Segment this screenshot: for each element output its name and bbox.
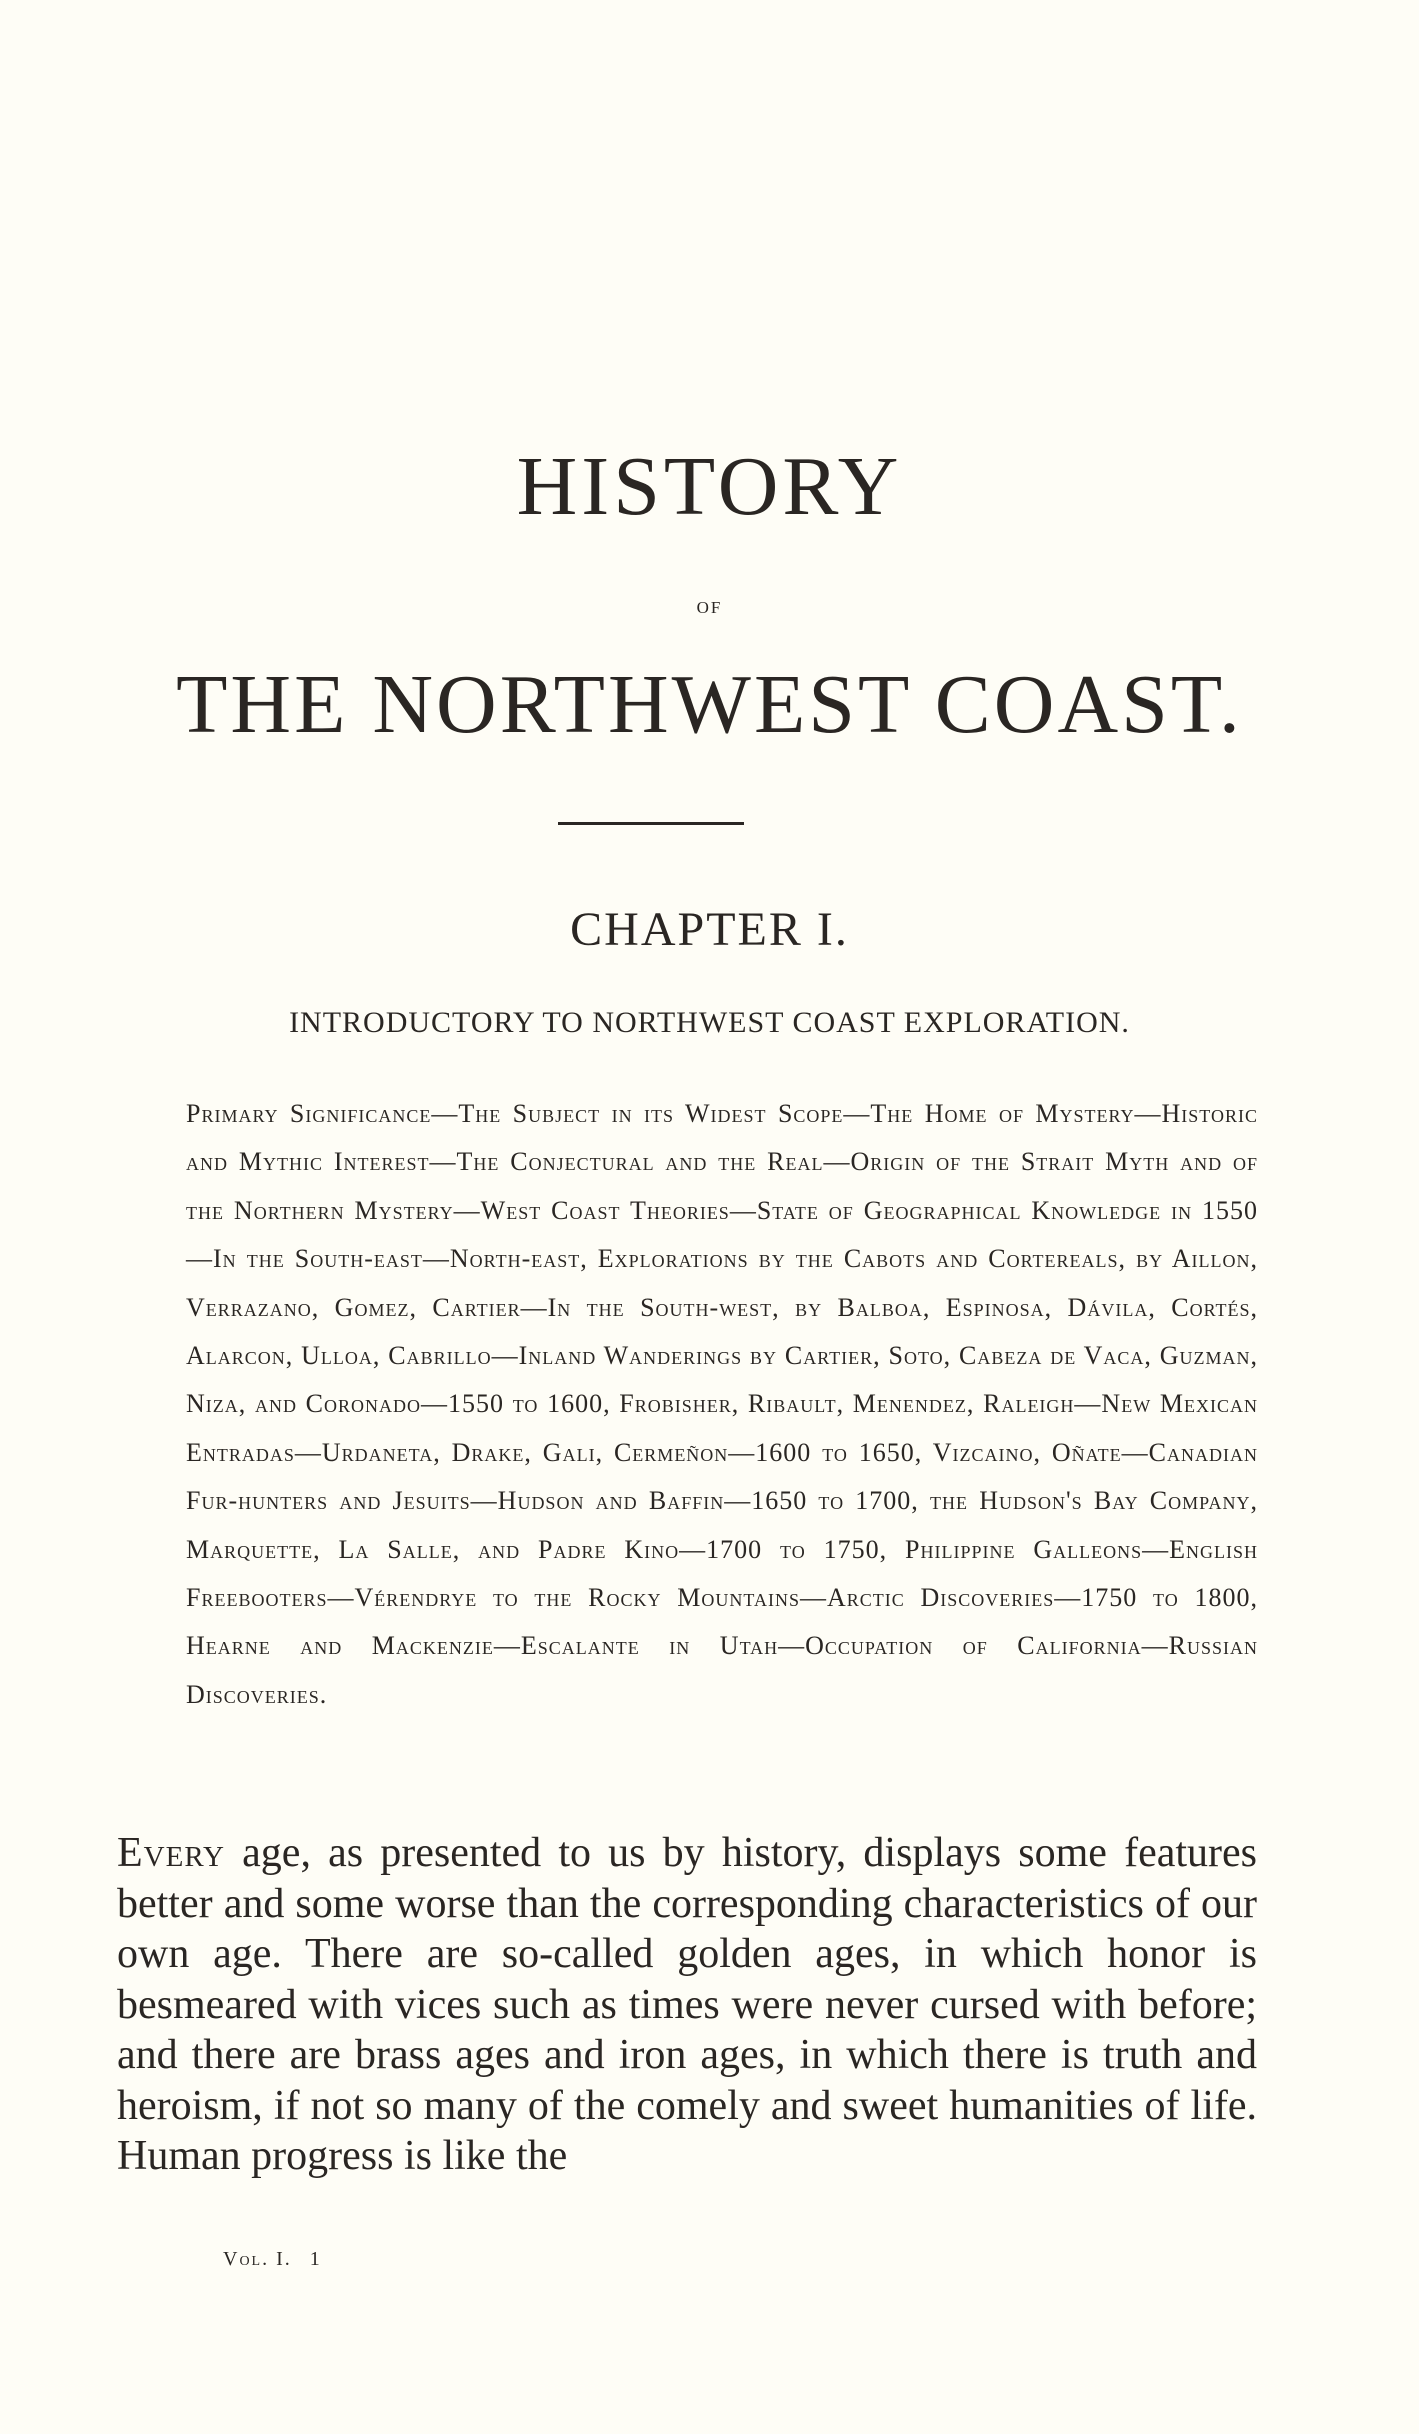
volume-label: Vol. I. bbox=[223, 2248, 292, 2270]
signature-mark: 1 bbox=[309, 2248, 322, 2270]
chapter-title: INTRODUCTORY TO NORTHWEST COAST EXPLORATION. bbox=[289, 1006, 1130, 1039]
chapter-heading: CHAPTER I. bbox=[570, 903, 849, 956]
body-paragraph bbox=[117, 1828, 1257, 2182]
book-title-connector: OF bbox=[696, 598, 723, 617]
chapter-summary: Primary Significance—The Subject in its Widest Scope—The Home of Mystery—Historic and Mythic Interest—The Conjectural and the Real—Origin of the Strait Myth and of the Northern Mystery—West Coast Theories—State of Geographical Knowledge in 1550—In the South-east—North-east, Explorations by the Cabots and Cortereals, by Aillon, Verrazano, Gomez, Cartier—In the South-west, by Balboa, Espinosa, Dávila, Cortés, Alarcon, Ulloa, Cabrillo—Inland Wanderings by Cartier, Soto, Cabeza de Vaca, Guzman, Niza, and Coronado—1550 to 1600, Frobisher, Ribault, Menendez, Raleigh—New Mexican Entradas—Urdaneta, Drake, Gali, Cermeñon—1600 to 1650, Vizcaino, Oñate—Canadian Fur-hunters and Jesuits—Hudson and Baffin—1650 to 1700, the Hudson's Bay Company, Marquette, La Salle, and Padre Kino—1700 to 1750, Philippine Galleons—English Freebooters—Vérendrye to the Rocky Mountains—Arctic Discoveries—1750 to 1800, Hearne and Mackenzie—Escalante in Utah—Occupation of California—Russian Discoveries. bbox=[186, 1099, 1258, 1709]
book-title: HISTORY bbox=[516, 440, 903, 533]
title-divider bbox=[558, 822, 744, 825]
page-footer bbox=[223, 2248, 322, 2271]
book-subtitle: THE NORTHWEST COAST. bbox=[176, 658, 1243, 751]
body-text: age, as presented to us by history, displays some features better and some worse than the corresponding characteristics of our own age. There are so-called golden ages, in which honor is besmeared with vices such as times were never cursed with before; and there are brass ages and iron ages, in which there is truth and heroism, if not so many of the comely and sweet humanities of life. Human progress is like the bbox=[117, 1830, 1257, 2179]
body-first-word: Every bbox=[117, 1830, 225, 1876]
